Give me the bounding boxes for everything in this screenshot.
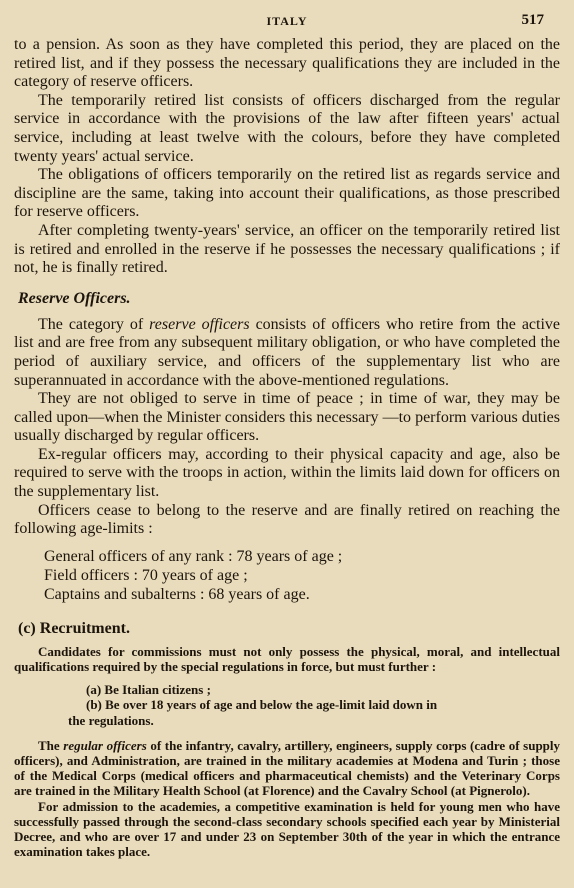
text-run: The bbox=[38, 737, 64, 753]
text-run: of the infantry, cavalry, artillery, engineers, supply corps (cadre of supply officers), and Administration, are trained in the military academies at Modena and Turin ; those of the Medical Corps (medical officers and pharmaceutical chemists) and the Veterinary Corps are trained in the Military Health School (at Florence) and the Cavalry School (at Pignerolo). bbox=[14, 737, 561, 799]
text-run: The category of bbox=[38, 315, 150, 333]
paragraph: The obligations of officers temporarily on the retired list as regards service and discipline are the same, taking into account their qualifications, as those prescribed for reserve officers. bbox=[14, 166, 560, 221]
paragraph: Candidates for commissions must not only possess the physical, moral, and intellectual qualifications required by the special regulations in force, but must further : bbox=[14, 643, 560, 675]
paragraph: After completing twenty-years' service, an officer on the temporarily retired list is retired and enrolled in the reserve if he possesses the necessary qualifications ; if not, he is finally retired. bbox=[14, 221, 560, 277]
section-heading-recruitment: (c) Recruitment. bbox=[18, 619, 130, 637]
paragraph: For admission to the academies, a competitive examination is held for young men who have successfully passed through the second-class secondary schools specified each year by Ministerial Decree, and who are over 17 and under 23 on September 30th of the year in which the entrance examination takes place. bbox=[14, 798, 560, 860]
paragraph: Ex-regular officers may, according to their physical capacity and age, also be required to serve with the troops in action, within the limits laid down for officers on the supplementary list. bbox=[14, 445, 560, 501]
age-limits-list bbox=[44, 547, 560, 604]
emphasis: reserve officers bbox=[149, 315, 250, 333]
list-item: (b) Be over 18 years of age and below the age-limit laid down in bbox=[86, 697, 438, 713]
emphasis: regular officers bbox=[63, 737, 147, 753]
paragraph bbox=[14, 738, 560, 799]
list-item: (a) Be Italian citizens ; bbox=[86, 682, 211, 698]
paragraph: The temporarily retired list consists of officers discharged from the regular service in accordance with the provisions of the law after fifteen years' actual service, including at least twelve with the colours, before they have completed twenty years' actual service. bbox=[14, 91, 560, 165]
list-item: General officers of any rank : 78 years of age ; bbox=[44, 547, 343, 565]
section-heading-reserve-officers: Reserve Officers. bbox=[18, 289, 131, 307]
list-item-continuation: the regulations. bbox=[68, 712, 154, 728]
paragraph: to a pension. As soon as they have completed this period, they are placed on the retired list, and if they possess the necessary qualifications they are included in the category of reserve officers. bbox=[14, 36, 560, 91]
page-header bbox=[14, 8, 560, 36]
retired-list-section bbox=[14, 36, 560, 278]
paragraph bbox=[14, 316, 560, 390]
paragraph: They are not obliged to serve in time of peace ; in time of war, they may be called upon—when the Minister considers this necessary —to perform various duties usually discharged by regular officers. bbox=[14, 390, 560, 445]
text-run: consists of officers who retire from the active list and are free from any subsequent military obligation, or who have completed the period of auxiliary service, and officers of the supplementary list who are superannuated in accordance with the above-mentioned regulations. bbox=[14, 315, 561, 389]
running-head: ITALY bbox=[266, 14, 308, 28]
paragraph: Officers cease to belong to the reserve and are finally retired on reaching the following age-limits : bbox=[14, 501, 560, 538]
list-item: Captains and subalterns : 68 years of age. bbox=[44, 585, 310, 603]
page-number: 517 bbox=[521, 12, 544, 28]
recruitment-section bbox=[14, 644, 560, 860]
list-item: Field officers : 70 years of age ; bbox=[44, 566, 248, 584]
reserve-officers-section bbox=[14, 316, 560, 539]
